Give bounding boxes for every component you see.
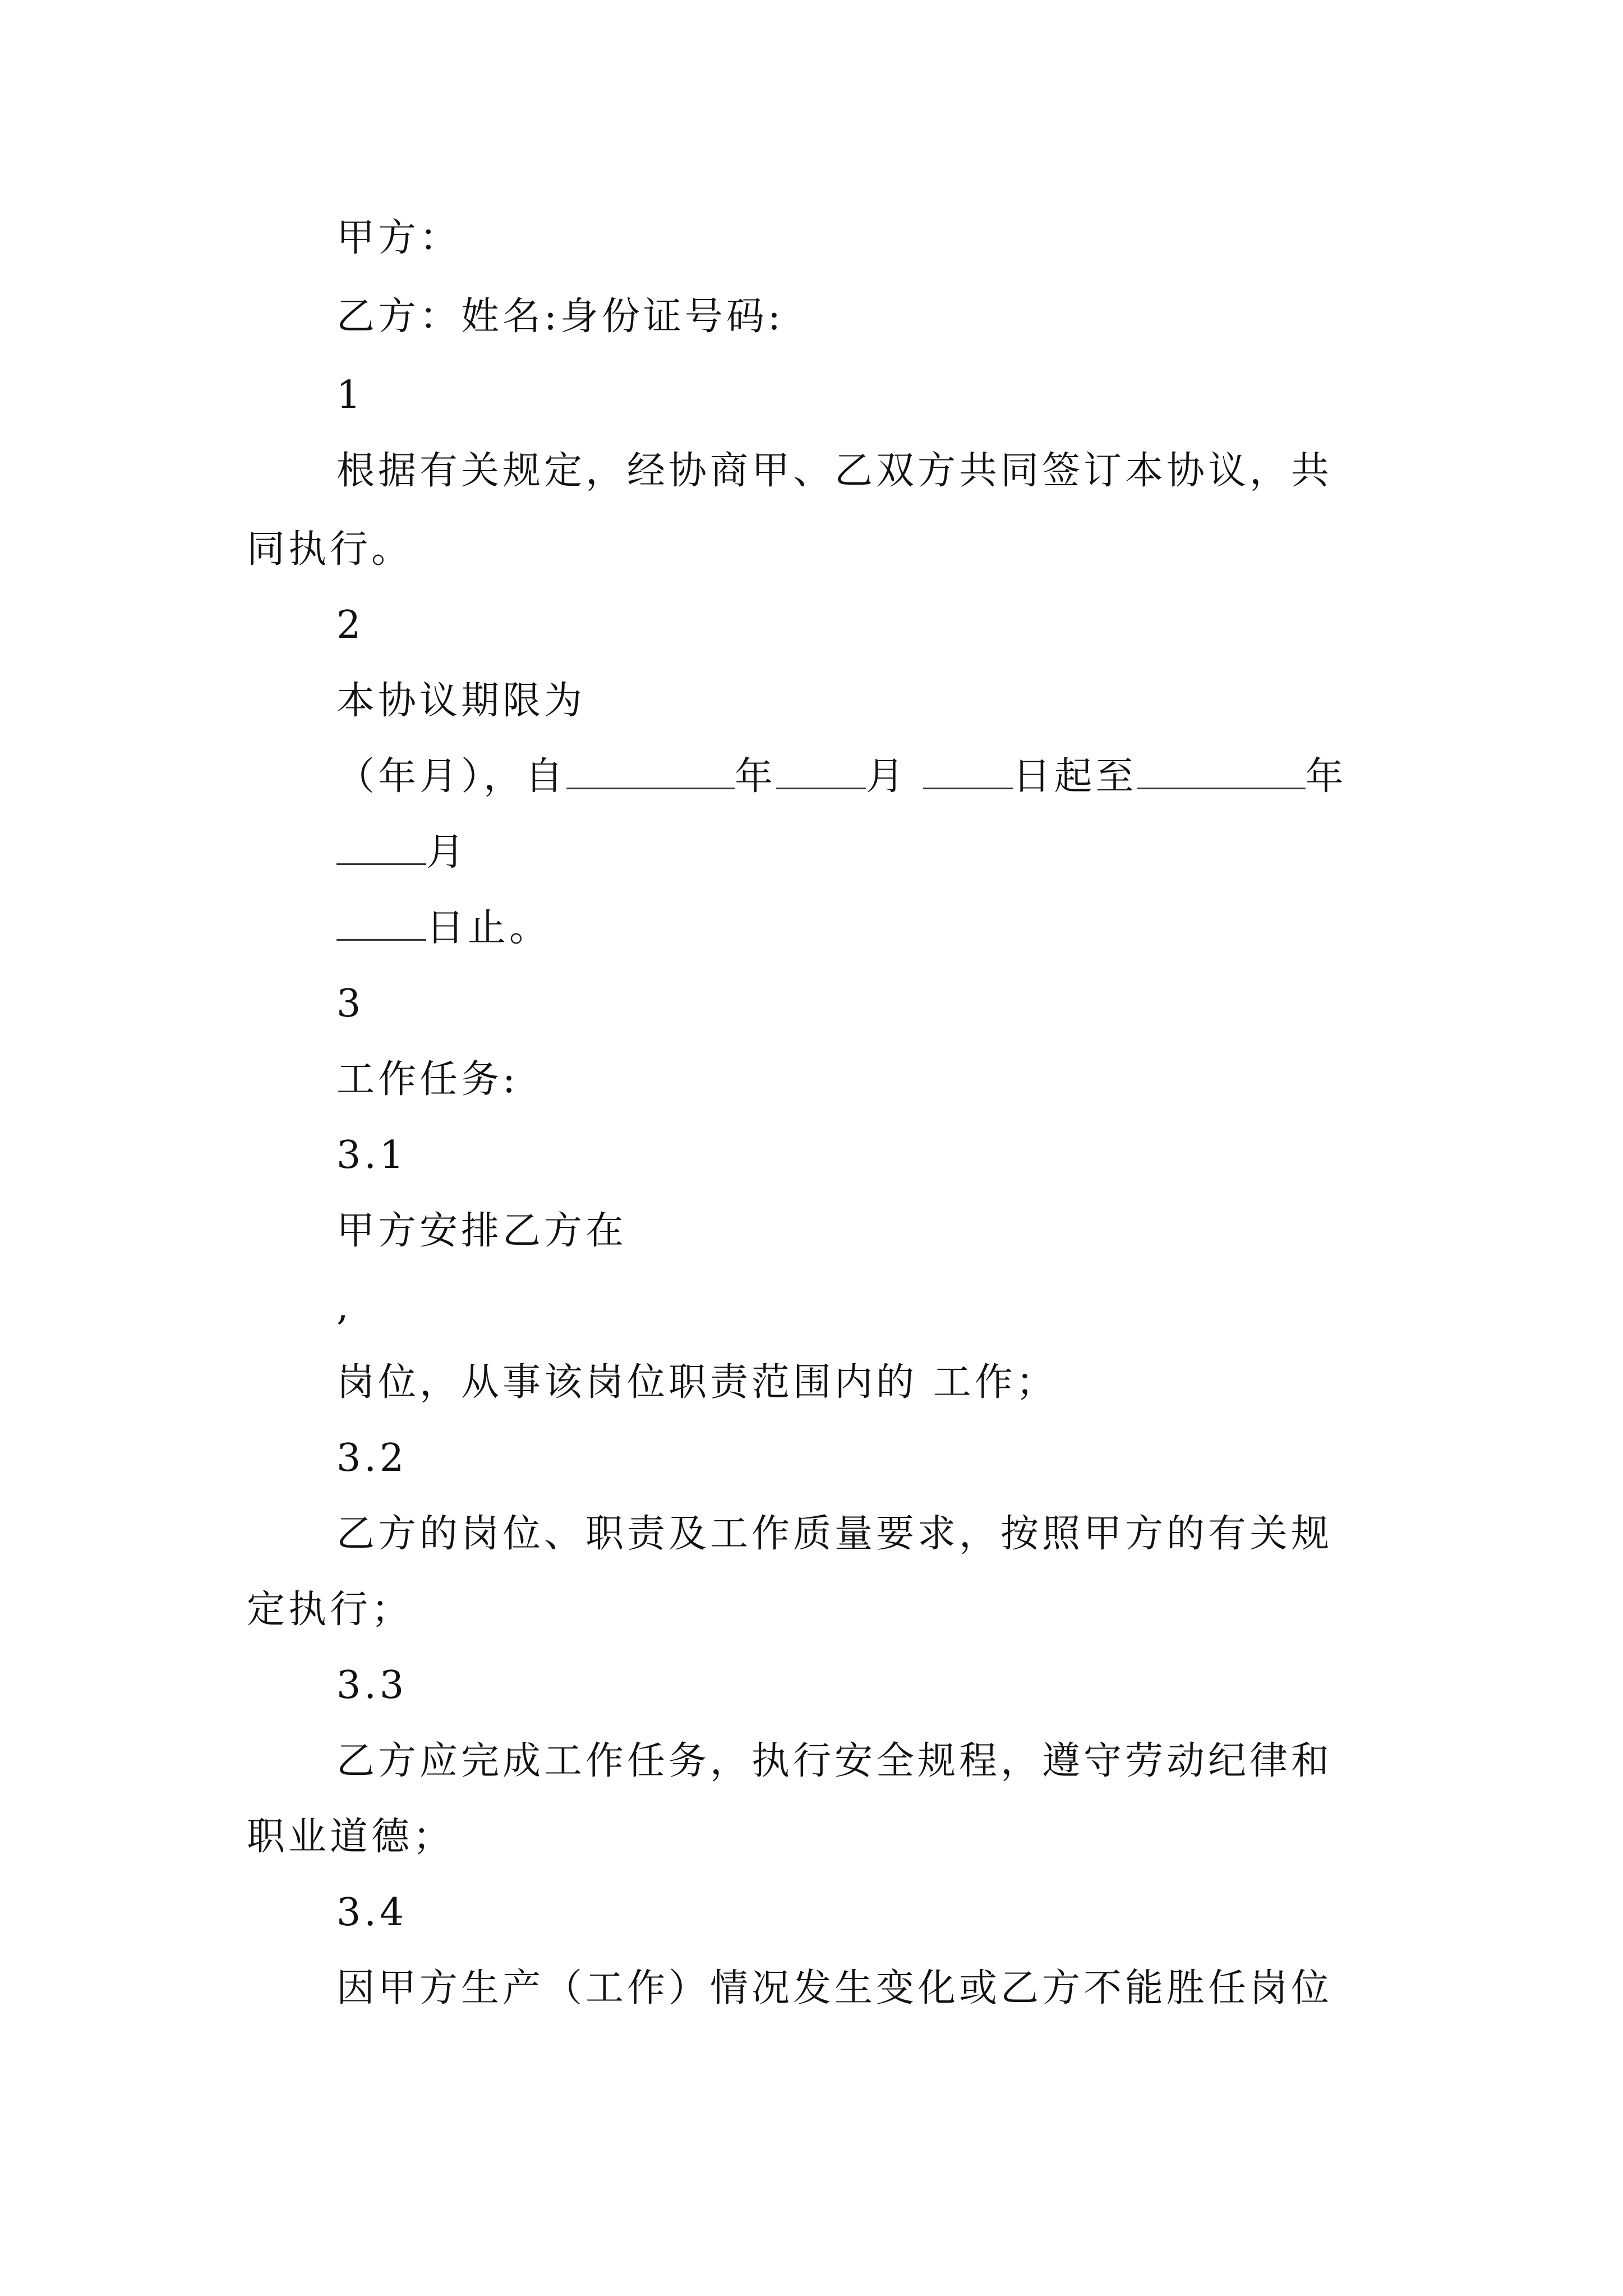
section-1-text-line-1: 根据有关规定，经协商甲、乙双方共同签订本协议，共 [336, 449, 1333, 493]
section-3-2-text-line-1: 乙方的岗位、职责及工作质量要求，按照甲方的有关规 [336, 1512, 1333, 1556]
start-day-blank [923, 755, 1013, 789]
section-3-3-text-line-2: 职业道德； [247, 1815, 455, 1859]
section-1-text-line-2: 同执行。 [247, 527, 413, 572]
section-3-number: 3 [336, 982, 365, 1026]
section-3-4-text-line-1: 因甲方生产（工作）情况发生变化或乙方不能胜任岗位 [336, 1966, 1333, 2010]
end-month-blank [336, 831, 426, 865]
party-a-line: 甲方： [336, 216, 462, 260]
section-2-text-line-4 [336, 906, 551, 951]
section-3-3-number: 3.3 [336, 1663, 408, 1708]
section-2-text-line-3 [336, 830, 468, 875]
section-3-1-text-line-3: 岗位，从事该岗位职责范围内的 工作； [336, 1360, 1058, 1405]
section-3-3-text-line-1: 乙方应完成工作任务，执行安全规程，遵守劳动纪律和 [336, 1739, 1333, 1783]
section-3-title: 工作任务: [336, 1057, 519, 1102]
section-3-4-number: 3.4 [336, 1890, 408, 1935]
section-2-text-line-1: 本协议期限为 [336, 679, 586, 723]
start-month-blank [776, 755, 866, 789]
end-year-label: 年 [1305, 754, 1347, 799]
section-1-number: 1 [336, 373, 365, 417]
party-b-line: 乙方：姓名:身份证号码: [336, 295, 784, 339]
section-3-2-text-line-2: 定执行； [247, 1588, 413, 1632]
end-day-label: 日止。 [426, 906, 551, 950]
term-label: （年月），自 [336, 754, 567, 799]
day-from-label: 日起至 [1012, 754, 1137, 799]
section-3-1-text-line-1: 甲方安排乙方在 [336, 1209, 628, 1253]
end-month-label: 月 [426, 830, 468, 875]
end-year-blank [1137, 755, 1306, 789]
section-2-number: 2 [336, 603, 365, 647]
section-3-2-number: 3.2 [336, 1436, 408, 1480]
year-label: 年 [735, 754, 777, 799]
section-3-1-text-line-2: , [336, 1285, 352, 1329]
end-day-blank [336, 907, 426, 941]
section-2-text-line-2 [336, 754, 1347, 799]
section-3-1-number: 3.1 [336, 1133, 408, 1177]
start-year-blank [566, 755, 735, 789]
month-label: 月 [866, 754, 923, 799]
